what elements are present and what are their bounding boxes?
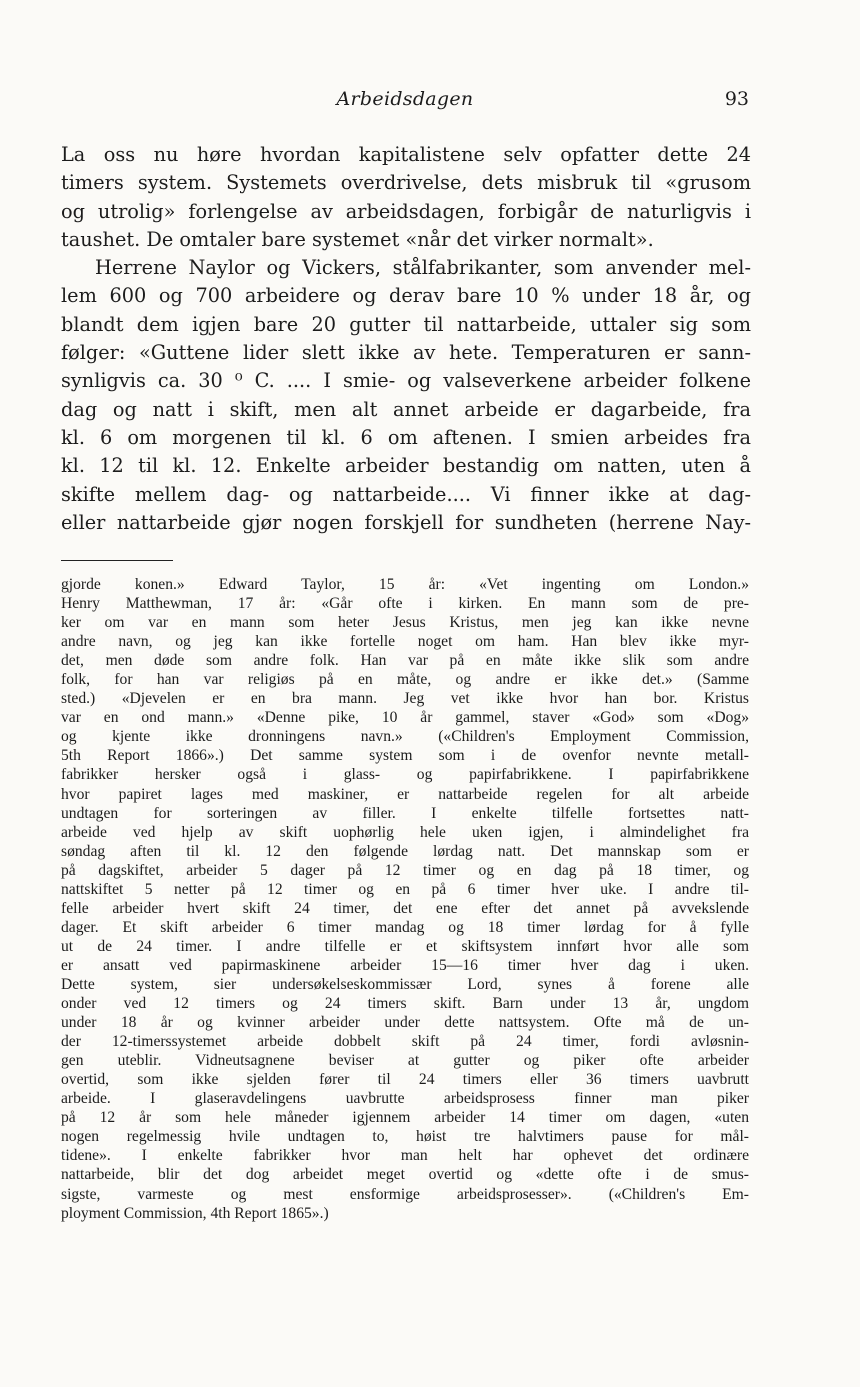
footnote-line: felle arbeider hvert skift 24 timer, det ene efter det annet på avvekslende: [61, 899, 749, 917]
footnote-line: på dagskiftet, arbeider 5 dager på 12 timer og en dag på 18 timer, og: [61, 861, 749, 879]
footnote-line: er ansatt ved papirmaskinene arbeider 15—16 timer hver dag i uken.: [61, 956, 749, 974]
footnote-line: dager. Et skift arbeider 6 timer mandag og 18 timer lørdag for å fylle: [61, 918, 749, 936]
footnote-line: der 12-timerssystemet arbeide dobbelt skift på 24 timer, fordi avløsnin-: [61, 1033, 749, 1051]
running-header: [61, 88, 749, 118]
footnote-line: nattarbeide, blir det dog arbeidet meget overtid og «dette ofte i de smus-: [61, 1166, 749, 1184]
body-line: og utrolig» forlengelse av arbeidsdagen, forbigår de naturligvis i: [61, 199, 751, 223]
footnote-line: sigste, varmeste og mest ensformige arbeidsprosesser». («Children's Em-: [61, 1185, 749, 1203]
footnote-line: andre navn, og jeg kan ikke fortelle noget om ham. Han blev ikke myr-: [61, 633, 749, 651]
footnote-line: på 12 år som hele måneder igjennem arbeider 14 timer om dagen, «uten: [61, 1109, 749, 1127]
footnote-line: nogen regelmessig hvile undtagen to, høist tre halvtimers pause for mål-: [61, 1128, 749, 1146]
footnote-line: ker om var en mann som heter Jesus Kristus, men jeg kan ikke nevne: [61, 614, 749, 632]
footnote-line: søndag aften til kl. 12 den følgende lørdag natt. Det mannskap som er: [61, 842, 749, 860]
footnote-line: under 18 år og kvinner arbeider under dette nattsystem. Ofte må de un-: [61, 1014, 749, 1032]
footnote-line: Dette system, sier undersøkelseskommissær Lord, synes å forene alle: [61, 975, 749, 993]
footnote: [61, 575, 749, 1223]
running-title: Arbeidsdagen: [336, 88, 474, 110]
footnote-line: var en ond mann.» «Denne pike, 10 år gammel, staver «God» som «Dog»: [61, 709, 749, 727]
body-line: taushet. De omtaler bare systemet «når det virker normalt».: [61, 227, 654, 251]
footnote-line: ut de 24 timer. I andre tilfelle er et skiftsystem innført hvor alle som: [61, 937, 749, 955]
body-line: kl. 6 om morgenen til kl. 6 om aftenen. I smien arbeides fra: [61, 425, 751, 449]
footnote-line: Henry Matthewman, 17 år: «Går ofte i kirken. En mann som de pre-: [61, 595, 749, 613]
body-line: dag og natt i skift, men alt annet arbeide er dagarbeide, fra: [61, 397, 751, 421]
footnote-line: sted.) «Djevelen er en bra mann. Jeg vet ikke hvor han bor. Kristus: [61, 690, 749, 708]
footnote-line: hvor papiret lages med maskiner, er nattarbeide regelen for alt arbeide: [61, 785, 749, 803]
body-line: kl. 12 til kl. 12. Enkelte arbeider bestandig om natten, uten å: [61, 454, 751, 478]
body-line: lem 600 og 700 arbeidere og derav bare 10 % under 18 år, og: [61, 284, 751, 308]
footnote-line: fabrikker hersker også i glass- og papirfabrikkene. I papirfabrikkene: [61, 766, 749, 784]
body-line: Herrene Naylor og Vickers, stålfabrikanter, som anvender mel-: [95, 256, 751, 280]
body-line: eller nattarbeide gjør nogen forskjell for sundheten (herrene Nay-: [61, 510, 751, 534]
footnote-line: onder ved 12 timers og 24 timers skift. Barn under 13 år, ungdom: [61, 995, 749, 1013]
body-line: La oss nu høre hvordan kapitalistene selv opfatter dette 24: [61, 143, 751, 166]
footnote-line: tidene». I enkelte fabrikker hvor man helt har ophevet det ordinære: [61, 1147, 749, 1165]
footnote-line: ployment Commission, 4th Report 1865».): [61, 1204, 329, 1222]
footnote-line: overtid, som ikke sjelden fører til 24 timers eller 36 timers uavbrutt: [61, 1071, 749, 1089]
body-line: blandt dem igjen bare 20 gutter til nattarbeide, uttaler sig som: [61, 312, 751, 336]
footnote-line: det, men døde som andre folk. Han var på en måte ikke slik som andre: [61, 652, 749, 670]
body-text: [61, 141, 751, 537]
body-line: synligvis ca. 30 ⁰ C. .... I smie- og valseverkene arbeider folkene: [61, 369, 751, 393]
footnote-line: 5th Report 1866».) Det samme system som i de ovenfor nevnte metall-: [61, 747, 749, 765]
body-line: skifte mellem dag- og nattarbeide.... Vi finner ikke at dag-: [61, 482, 751, 506]
footnote-line: arbeide ved hjelp av skift uophørlig hele uken igjen, i almindelighet fra: [61, 823, 749, 841]
footnote-line: og kjente ikke dronningens navn.» («Children's Employment Commission,: [61, 728, 749, 746]
page-number: 93: [724, 88, 749, 110]
footnote-divider: [61, 560, 173, 561]
footnote-line: folk, for han var religiøs på en måte, og andre er ikke det.» (Samme: [61, 671, 749, 689]
footnote-line: nattskiftet 5 netter på 12 timer og en på 6 timer hver uke. I andre til-: [61, 880, 749, 898]
footnote-line: arbeide. I glaseravdelingens uavbrutte arbeidsprosess finner man piker: [61, 1090, 749, 1108]
footnote-line: gen uteblir. Vidneutsagnene beviser at gutter og piker ofte arbeider: [61, 1052, 749, 1070]
body-line: følger: «Guttene lider slett ikke av hete. Temperaturen er sann-: [61, 341, 751, 365]
footnote-line: gjorde konen.» Edward Taylor, 15 år: «Vet ingenting om London.»: [61, 576, 749, 593]
footnote-line: undtagen for sorteringen av filler. I enkelte tilfelle fortsettes natt-: [61, 804, 749, 822]
body-line: timers system. Systemets overdrivelse, dets misbruk til «grusom: [61, 171, 751, 195]
